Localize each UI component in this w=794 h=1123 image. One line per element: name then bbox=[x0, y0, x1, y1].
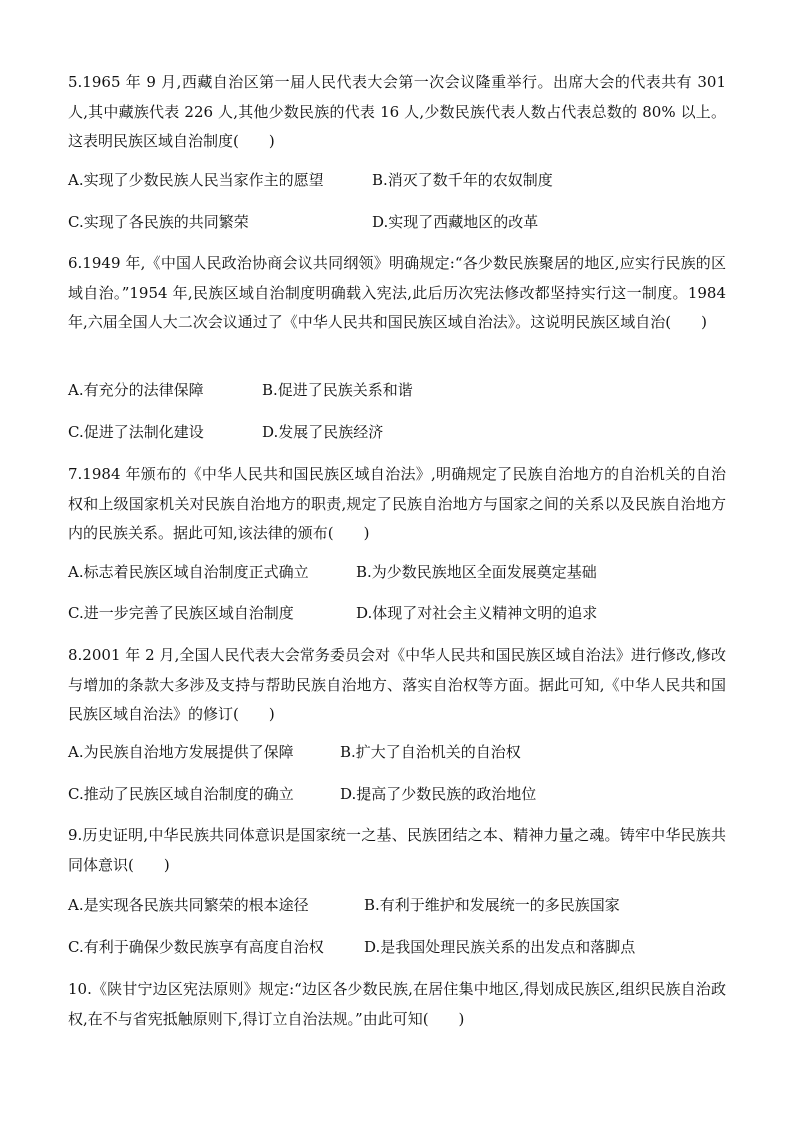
question-8-stem: 8.2001 年 2 月,全国人民代表大会常务委员会对《中华人民共和国民族区域自治法》进行修改,修改与增加的条款大多涉及支持与帮助民族自治地方、落实自治权等方面。据此可知,《中华人民共和国民族区域自治法》的修订( ) bbox=[68, 646, 726, 723]
question-8-option-b[interactable]: B.扩大了自治机关的自治权 bbox=[340, 743, 521, 761]
question-6-option-d[interactable]: D.发展了民族经济 bbox=[262, 423, 384, 441]
question-9-option-a[interactable]: A.是实现各民族共同繁荣的根本途径 bbox=[68, 896, 309, 914]
question-8-option-c[interactable]: C.推动了民族区域自治制度的确立 bbox=[68, 785, 294, 803]
question-9-stem: 9.历史证明,中华民族共同体意识是国家统一之基、民族团结之本、精神力量之魂。铸牢中华民族共同体意识( ) bbox=[68, 826, 726, 874]
question-6-option-b[interactable]: B.促进了民族关系和谐 bbox=[262, 381, 413, 399]
question-8 bbox=[68, 641, 726, 730]
question-7-option-d[interactable]: D.体现了对社会主义精神文明的追求 bbox=[356, 604, 598, 622]
question-10 bbox=[68, 975, 726, 1034]
question-7-stem: 7.1984 年颁布的《中华人民共和国民族区域自治法》,明确规定了民族自治地方的自治机关的自治权和上级国家机关对民族自治地方的职责,规定了民族自治地方与国家之间的关系以及民族自治地方内的民族关系。据此可知,该法律的颁布( ) bbox=[68, 465, 726, 542]
question-7-option-c[interactable]: C.进一步完善了民族区域自治制度 bbox=[68, 604, 294, 622]
question-9-option-d[interactable]: D.是我国处理民族关系的出发点和落脚点 bbox=[364, 938, 636, 956]
question-5-option-c[interactable]: C.实现了各民族的共同繁荣 bbox=[68, 213, 249, 231]
question-6-option-a[interactable]: A.有充分的法律保障 bbox=[68, 381, 204, 399]
question-7-option-a[interactable]: A.标志着民族区域自治制度正式确立 bbox=[68, 563, 309, 581]
question-9-option-c[interactable]: C.有利于确保少数民族享有高度自治权 bbox=[68, 938, 324, 956]
question-6-stem: 6.1949 年,《中国人民政治协商会议共同纲领》明确规定:“各少数民族聚居的地区,应实行民族的区域自治。”1954 年,民族区域自治制度明确载入宪法,此后历次宪法修改都坚持实行这一制度。1984 年,六届全国人大二次会议通过了《中华人民共和国民族区域自治法》。这说明民族区域自治( ) bbox=[68, 254, 726, 331]
question-6 bbox=[68, 249, 726, 338]
question-5 bbox=[68, 68, 726, 157]
question-8-option-d[interactable]: D.提高了少数民族的政治地位 bbox=[340, 785, 537, 803]
question-5-option-b[interactable]: B.消灭了数千年的农奴制度 bbox=[372, 171, 553, 189]
question-7-option-b[interactable]: B.为少数民族地区全面发展奠定基础 bbox=[356, 563, 597, 581]
question-9 bbox=[68, 821, 726, 880]
question-5-option-d[interactable]: D.实现了西藏地区的改革 bbox=[372, 213, 539, 231]
question-9-option-b[interactable]: B.有利于维护和发展统一的多民族国家 bbox=[364, 896, 620, 914]
question-5-option-a[interactable]: A.实现了少数民族人民当家作主的愿望 bbox=[68, 171, 324, 189]
question-7 bbox=[68, 460, 726, 549]
question-8-option-a[interactable]: A.为民族自治地方发展提供了保障 bbox=[68, 743, 294, 761]
question-5-stem: 5.1965 年 9 月,西藏自治区第一届人民代表大会第一次会议隆重举行。出席大会的代表共有 301 人,其中藏族代表 226 人,其他少数民族的代表 16 人,少数民族代表人数占代表总数的 80% 以上。这表明民族区域自治制度( ) bbox=[68, 73, 726, 150]
question-10-stem: 10.《陕甘宁边区宪法原则》规定:“边区各少数民族,在居住集中地区,得划成民族区,组织民族自治政权,在不与省宪抵触原则下,得订立自治法规。”由此可知( ) bbox=[68, 980, 726, 1028]
question-6-option-c[interactable]: C.促进了法制化建设 bbox=[68, 423, 204, 441]
